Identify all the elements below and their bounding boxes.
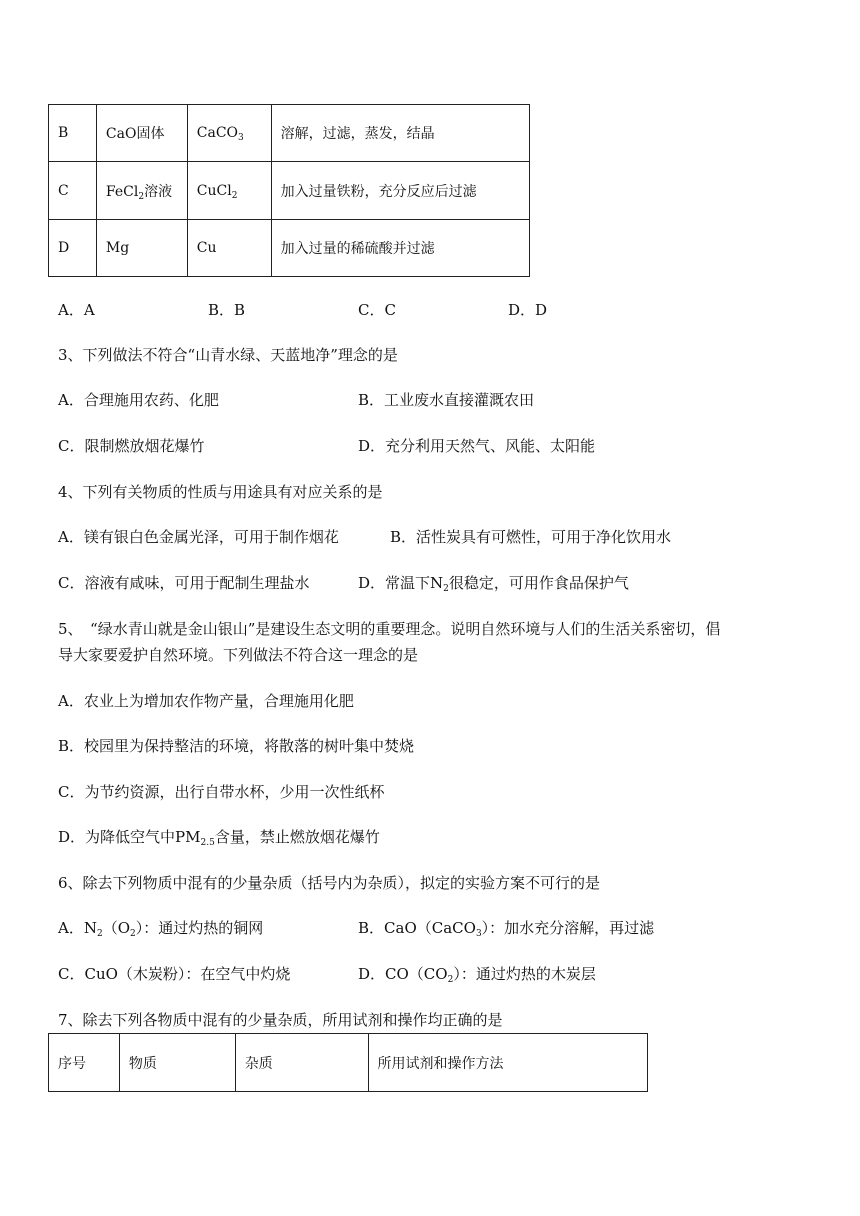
header-substance: 物质 — [119, 1034, 235, 1092]
q4-option-d: D．常温下$N_2$很稳定，可用作食品保护气 — [358, 574, 629, 594]
impurity-cell: Cu — [187, 220, 271, 277]
q3-option-c: C．限制燃放烟花爆竹 — [58, 437, 205, 455]
q6-option-d: D．$CO(CO_2)$：通过灼热的木炭层 — [358, 965, 596, 985]
q3-option-a: A．合理施用农药、化肥 — [58, 391, 219, 409]
header-method: 所用试剂和操作方法 — [368, 1034, 648, 1092]
q5-option-a: A．农业上为增加农作物产量，合理施用化肥 — [58, 692, 354, 710]
impurity-cell: CaCO$_3$ — [187, 105, 271, 162]
header-impurity: 杂质 — [235, 1034, 368, 1092]
q5-option-b: B．校园里为保持整洁的环境，将散落的树叶集中焚烧 — [58, 737, 415, 755]
q5-stem-line2: 导大家要爱护自然环境。下列做法不符合这一理念的是 — [58, 646, 419, 664]
purification-table-q2 — [48, 104, 530, 277]
substance-cell: CaO固体 — [96, 105, 187, 162]
q3-option-d: D．充分利用天然气、风能、太阳能 — [358, 437, 596, 455]
q6-option-b: B．CaO（CaCO$_3$）：加水充分溶解，再过滤 — [358, 919, 655, 939]
header-index: 序号 — [49, 1034, 120, 1092]
q7-stem: 7、除去下列各物质中混有的少量杂质，所用试剂和操作均正确的是 — [58, 1011, 503, 1029]
q4-stem: 4、下列有关物质的性质与用途具有对应关系的是 — [58, 483, 383, 501]
purification-table-q7 — [48, 1033, 648, 1092]
row-label: B — [49, 105, 97, 162]
table-row — [49, 105, 530, 162]
q2-option-c: C．C — [358, 301, 396, 319]
q2-option-a: A．A — [58, 301, 95, 319]
q6-option-c: C．CuO（木炭粉）：在空气中灼烧 — [58, 965, 291, 983]
q3-option-b: B．工业废水直接灌溉农田 — [358, 391, 535, 409]
table-header-row — [49, 1034, 648, 1092]
method-cell: 加入过量的稀硫酸并过滤 — [271, 220, 529, 277]
q5-stem-line1: 5、 “绿水青山就是金山银山”是建设生态文明的重要理念。说明自然环境与人们的生活关系密切，倡 — [58, 620, 721, 638]
substance-cell: FeCl$_2$溶液 — [96, 162, 187, 220]
q6-stem: 6、除去下列物质中混有的少量杂质（括号内为杂质），拟定的实验方案不可行的是 — [58, 874, 601, 892]
row-label: C — [49, 162, 97, 220]
method-cell: 溶解，过滤，蒸发，结晶 — [271, 105, 529, 162]
row-label: D — [49, 220, 97, 277]
q3-stem: 3、下列做法不符合“山青水绿、天蓝地净”理念的是 — [58, 346, 398, 364]
q6-option-a: A．$N_2(O_2)$：通过灼热的铜网 — [58, 919, 264, 939]
method-cell: 加入过量铁粉，充分反应后过滤 — [271, 162, 529, 220]
q4-option-a: A．镁有银白色金属光泽，可用于制作烟花 — [58, 528, 339, 546]
table-row — [49, 162, 530, 220]
table-row — [49, 220, 530, 277]
q4-option-b: B．活性炭具有可燃性，可用于净化饮用水 — [390, 528, 672, 546]
q2-option-d: D．D — [508, 301, 548, 319]
q4-option-c: C．溶液有咸味，可用于配制生理盐水 — [58, 574, 310, 592]
q2-option-b: B．B — [208, 301, 246, 319]
q5-option-d: D．为降低空气中$PM_{2.5}$含量，禁止燃放烟花爆竹 — [58, 828, 380, 848]
q5-option-c: C．为节约资源，出行自带水杯，少用一次性纸杯 — [58, 783, 385, 801]
substance-cell: Mg — [96, 220, 187, 277]
impurity-cell: CuCl$_2$ — [187, 162, 271, 220]
